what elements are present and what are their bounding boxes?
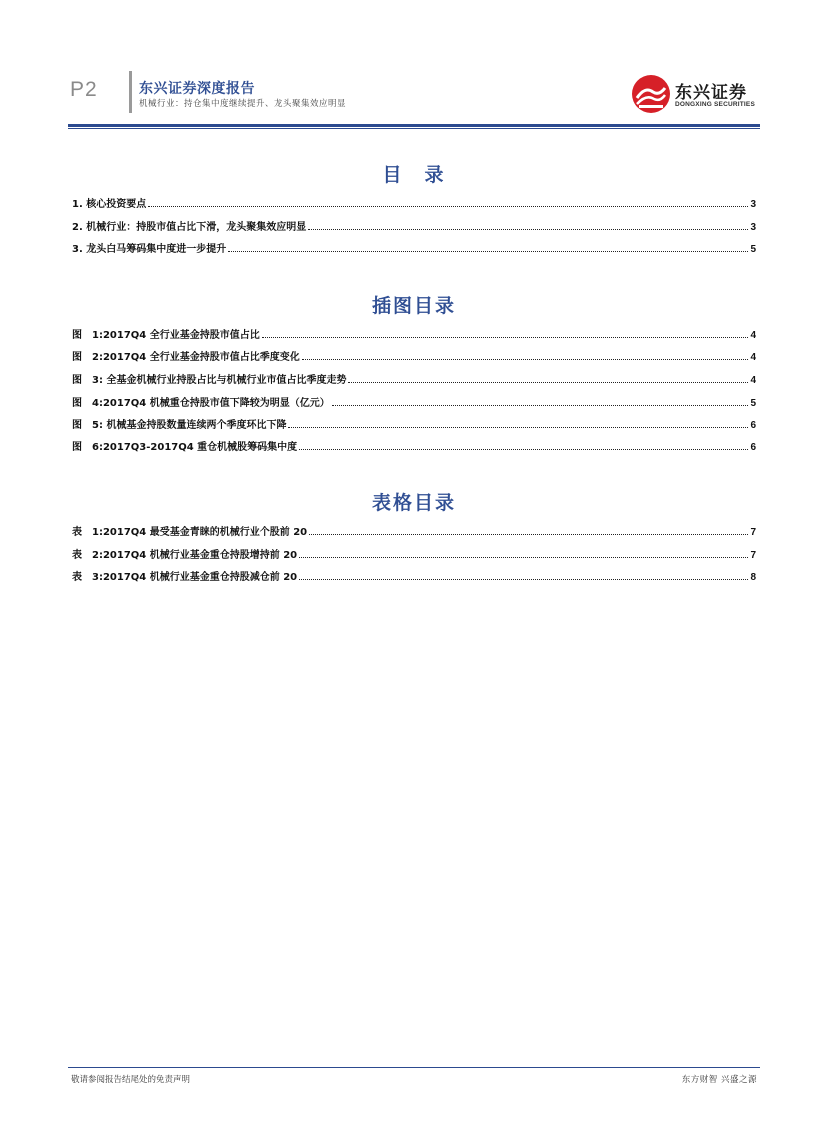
toc-entry-label: 3. 龙头白马筹码集中度进一步提升: [72, 244, 227, 255]
company-slogan: 东方财智 兴盛之源: [681, 1075, 757, 1085]
figure-entry[interactable]: [72, 437, 756, 453]
figure-entry[interactable]: [72, 415, 756, 431]
figure-entry-label: 图 3: 全基金机械行业持股占比与机械行业市值占比季度走势: [72, 375, 347, 386]
disclaimer-note: 敬请参阅报告结尾处的免责声明: [71, 1075, 191, 1085]
toc-entry-page: 3: [750, 199, 756, 210]
toc-entry-page: 3: [750, 222, 756, 233]
table-entry[interactable]: [72, 545, 756, 561]
footer-rule: [68, 1067, 760, 1068]
company-logo: [631, 74, 761, 114]
dot-leader: [299, 557, 748, 558]
figure-entry-label: 图 5: 机械基金持股数量连续两个季度环比下降: [72, 420, 287, 431]
figure-entry[interactable]: [72, 393, 756, 409]
page-header: [0, 0, 827, 130]
figure-entry-page: 6: [750, 442, 756, 453]
figure-entry[interactable]: [72, 370, 756, 386]
figure-entry-page: 4: [750, 375, 756, 386]
dot-leader: [228, 251, 748, 252]
dot-leader: [262, 337, 749, 338]
figure-entry[interactable]: [72, 347, 756, 363]
table-entry-page: 8: [750, 572, 756, 583]
table-entry[interactable]: [72, 567, 756, 583]
figures-list-title: 插图目录: [371, 295, 456, 317]
header-divider: [129, 71, 132, 113]
dongxing-logo-icon: [631, 74, 671, 114]
dot-leader: [332, 405, 749, 406]
toc-entry-label: 1. 核心投资要点: [72, 199, 147, 210]
dot-leader: [148, 206, 748, 207]
figure-entry-label: 图 2:2017Q4 全行业基金持股市值占比季度变化: [72, 352, 300, 363]
toc-entry[interactable]: [72, 217, 756, 233]
table-entry-label: 表 1:2017Q4 最受基金青睐的机械行业个股前 20: [72, 527, 308, 538]
dot-leader: [288, 427, 748, 428]
logo-english-name: DONGXING SECURITIES: [675, 101, 756, 108]
dot-leader: [302, 359, 749, 360]
figure-entry-page: 6: [750, 420, 756, 431]
figure-entry-page: 5: [750, 398, 756, 409]
figure-entry[interactable]: [72, 325, 756, 341]
figure-entry-label: 图 1:2017Q4 全行业基金持股市值占比: [72, 330, 260, 341]
toc-entry-label: 2. 机械行业：持股市值占比下滑，龙头聚集效应明显: [72, 222, 307, 233]
logo-chinese-name: 东兴证券: [675, 83, 747, 103]
header-rule: [68, 124, 760, 127]
report-subtitle: 机械行业：持仓集中度继续提升、龙头聚集效应明显: [139, 99, 347, 109]
dot-leader: [299, 579, 748, 580]
dot-leader: [309, 534, 748, 535]
toc-title: 目 录: [382, 164, 446, 186]
figure-entry-page: 4: [750, 352, 756, 363]
toc-entry[interactable]: [72, 239, 756, 255]
toc-entry[interactable]: [72, 194, 756, 210]
header-rule-thin: [68, 128, 760, 129]
table-entry-label: 表 3:2017Q4 机械行业基金重仓持股减仓前 20: [72, 572, 298, 583]
table-entry-label: 表 2:2017Q4 机械行业基金重仓持股增持前 20: [72, 550, 298, 561]
tables-list-title: 表格目录: [371, 492, 456, 514]
dot-leader: [308, 229, 748, 230]
figure-entry-label: 图 6:2017Q3-2017Q4 重仓机械股筹码集中度: [72, 442, 298, 453]
table-entry-page: 7: [750, 550, 756, 561]
figure-entry-label: 图 4:2017Q4 机械重仓持股市值下降较为明显（亿元）: [72, 398, 330, 409]
table-entry-page: 7: [750, 527, 756, 538]
dot-leader: [299, 449, 748, 450]
dot-leader: [348, 382, 748, 383]
figure-entry-page: 4: [750, 330, 756, 341]
toc-entry-page: 5: [750, 244, 756, 255]
report-series-title: 东兴证券深度报告: [139, 81, 255, 97]
page-number: P2: [70, 78, 98, 101]
table-entry[interactable]: [72, 522, 756, 538]
